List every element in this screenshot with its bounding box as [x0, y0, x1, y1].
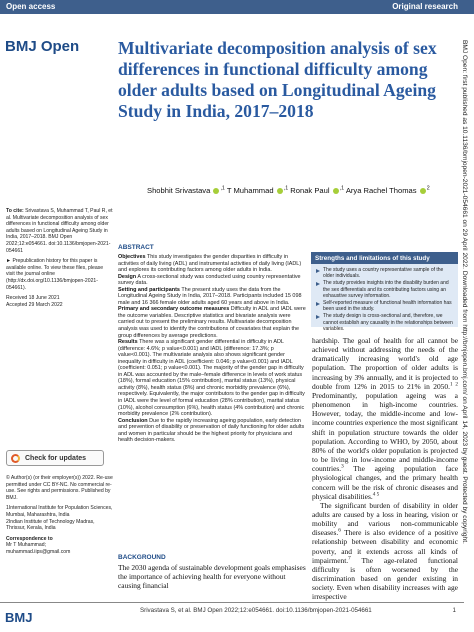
orcid-icon[interactable]	[333, 188, 339, 194]
author-name: Arya Rachel Thomas	[345, 186, 417, 195]
received-date: Received 18 June 2021	[6, 295, 60, 302]
correspondence-name: Mr T Muhammad;	[6, 542, 47, 549]
body-text: hardship. The goal of health for all cannot be achieved without addressing the needs of the dramatically increasing world's old age population. The proportion of older adults is increasing by 3% annually, and it is projected to double from 12% in 2015 to 21% in 2050.$^{1 2}$ Predominantly, population ageing was a phenomenon in high-income countries. However, today, the middle-income and low-income countries experience the most significant shift in population structure towards the older population. According to WHO, by 2050, about 80% of the world's older population is projected to be living in low-income and middle-income countries.$^3$ The ageing population face physiological changes, and the primary health concern will be the risk of chronic diseases and physical disabilities.$^{4 5}$ The significant burden of disability in older adults are caused by a loss in hearing, vision or mobility and various non-communicable diseases.$^6$ There is also evidence of a positive relationship between disability and economic poverty, and it extends across all kinds of impairment.$^7$ The age-related functional difficulty is often worsened by the discrimination based on gender existing in society. Even when disability increases with age irrespective	[312, 336, 458, 602]
strengths-heading: Strengths and limitations of this study	[311, 252, 458, 264]
left-sidebar	[6, 208, 113, 308]
author-list	[147, 186, 447, 195]
article-type-label: Original research	[392, 2, 458, 11]
correspondence-email[interactable]: muhammad.iips@gmail.com	[6, 548, 71, 555]
author-name: Ronak Paul	[290, 186, 330, 195]
strengths-list	[311, 264, 458, 332]
orcid-icon[interactable]	[277, 188, 283, 194]
open-access-label: Open access	[6, 2, 56, 11]
list-item: The study provides insights into the disability burden and the sex differentials and its contributing factors using an exhaustive survey information.	[315, 280, 454, 299]
affiliation-2: 2Indian Institute of Technology Madras, Thrissur, Kerala, India	[6, 518, 95, 532]
top-banner	[0, 0, 474, 14]
check-updates-button[interactable]: Check for updates	[6, 450, 104, 466]
copyright-note: © Author(s) (or their employer(s)) 2022. Re-use permitted under CC BY-NC. No commercial re-use. See rights and permissions. Published by BMJ.	[6, 475, 113, 501]
affiliation-marker: ,1	[283, 185, 289, 192]
background-heading: BACKGROUND	[118, 554, 166, 561]
page-number: 1	[452, 607, 456, 614]
prepub-note[interactable]: ► Prepublication history for this paper is available online. To view these files, please visit the journal online (http://dx.doi.org/10.1136/bmjopen-2021-054661).	[6, 258, 104, 291]
vertical-copyright-note: BMJ Open: first published as 10.1136/bmjopen-2021-054661 on 29 April 2022. Downloaded from http://bmjopen.bmj.com/ on April 14, 2023 by guest. Protected by copyright.	[461, 40, 468, 544]
accepted-date: Accepted 29 March 2022	[6, 301, 63, 308]
strengths-limitations-box	[311, 252, 458, 332]
affiliation-marker: 2	[426, 185, 430, 192]
abstract-body: Objectives This study investigates the gender disparities in difficulty in activities of daily living (ADL) and instrumental activities of daily living (IADL) and explores its contributing factors among older adults in India. Design A cross-sectional study was conducted using country representative survey data. Setting and participants The present study uses the data from the Longitudinal Ageing Study in India, 2017–2018. Participants included 15 098 male and 16 366 female older adults aged 60 years and above in India. Primary and secondary outcome measures Difficulty in ADL and IADL were the outcome variables. Descriptive statistics and bivariate analysis were carried out to present the preliminary results. Multivariate decomposition analysis was used to identify the contributions of covariates that explain the group differences by average predictions. Results There was a significant gender differential in difficulty in ADL (difference: 4.6%; p value<0.001) and IADL (difference: 17.3%; p value<0.001). The multivariate analysis also shows significant gender inequality in difficulty in ADL (coefficient: 0.046; p value<0.001) and IADL (coefficient: 0.051; p value<0.001). The majority of the gender gap in difficulty in ADL was accounted by the male–female difference in levels of work status (18%), formal education (15% contribution), marital status (13%), physical activity (8%), health status (8%) and chronic morbidity prevalence (6%), respectively. Equivalently, the major contributors to the gender gap in difficulty in IADL were the level of formal education (28% contribution), marital status (10%), alcohol consumption (6%), health status (4% contribution) and chronic morbidity prevalence (2% contribution). Conclusion Due to the rapidly increasing ageing population, early detection and prevention of disability or preservation of daily functioning for older adults and women in particular should be the highest priority for physicians and health decision-makers.	[118, 254, 306, 444]
author-name: T Muhammad	[226, 186, 274, 195]
footer-divider	[0, 602, 464, 603]
journal-logo: BMJ Open	[5, 38, 80, 55]
author-name: Shobhit Srivastava	[147, 186, 211, 195]
bmj-logo: BMJ	[5, 610, 33, 625]
orcid-icon[interactable]	[420, 188, 426, 194]
footer-citation: Srivastava S, et al. BMJ Open 2022;12:e054661. doi:10.1136/bmjopen-2021-054661 1	[140, 607, 456, 614]
affiliation-marker: ,1	[339, 185, 345, 192]
affiliation-1: 1International Institute for Population Sciences, Mumbai, Maharashtra, India	[6, 505, 113, 518]
list-item: The study uses a country representative sample of the older individuals.	[315, 267, 454, 279]
abstract-heading: ABSTRACT	[118, 244, 154, 251]
background-text: The 2030 agenda of sustainable development goals emphasises the importance of achieving health for everyone without causing financial	[118, 563, 306, 591]
article-title: Multivariate decomposition analysis of sex differences in functional difficulty among older adults based on Longitudinal Ageing Study in India, 2017–2018	[118, 38, 437, 121]
orcid-icon[interactable]	[213, 188, 219, 194]
list-item: The study design is cross-sectional and, therefore, we cannot establish any causality in the relationships between variables.	[315, 313, 454, 332]
list-item: Self-reported measure of functional health information has been used in the study.	[315, 300, 454, 312]
affiliation-marker: ,1	[220, 185, 225, 192]
page-footer	[0, 602, 474, 632]
citation-info: To cite: Srivastava S, Muhammad T, Paul R, et al. Multivariate decomposition analysis of sex differences in functional difficulty among older adults based on Longitudinal Ageing Study in India, 2017–2018. BMJ Open 2022;12:e054661. doi:10.1136/bmjopen-2021-054661	[6, 208, 113, 254]
crossmark-icon	[11, 454, 20, 463]
correspondence-label: Correspondence to	[6, 535, 53, 542]
sidebar-lower	[6, 475, 113, 556]
